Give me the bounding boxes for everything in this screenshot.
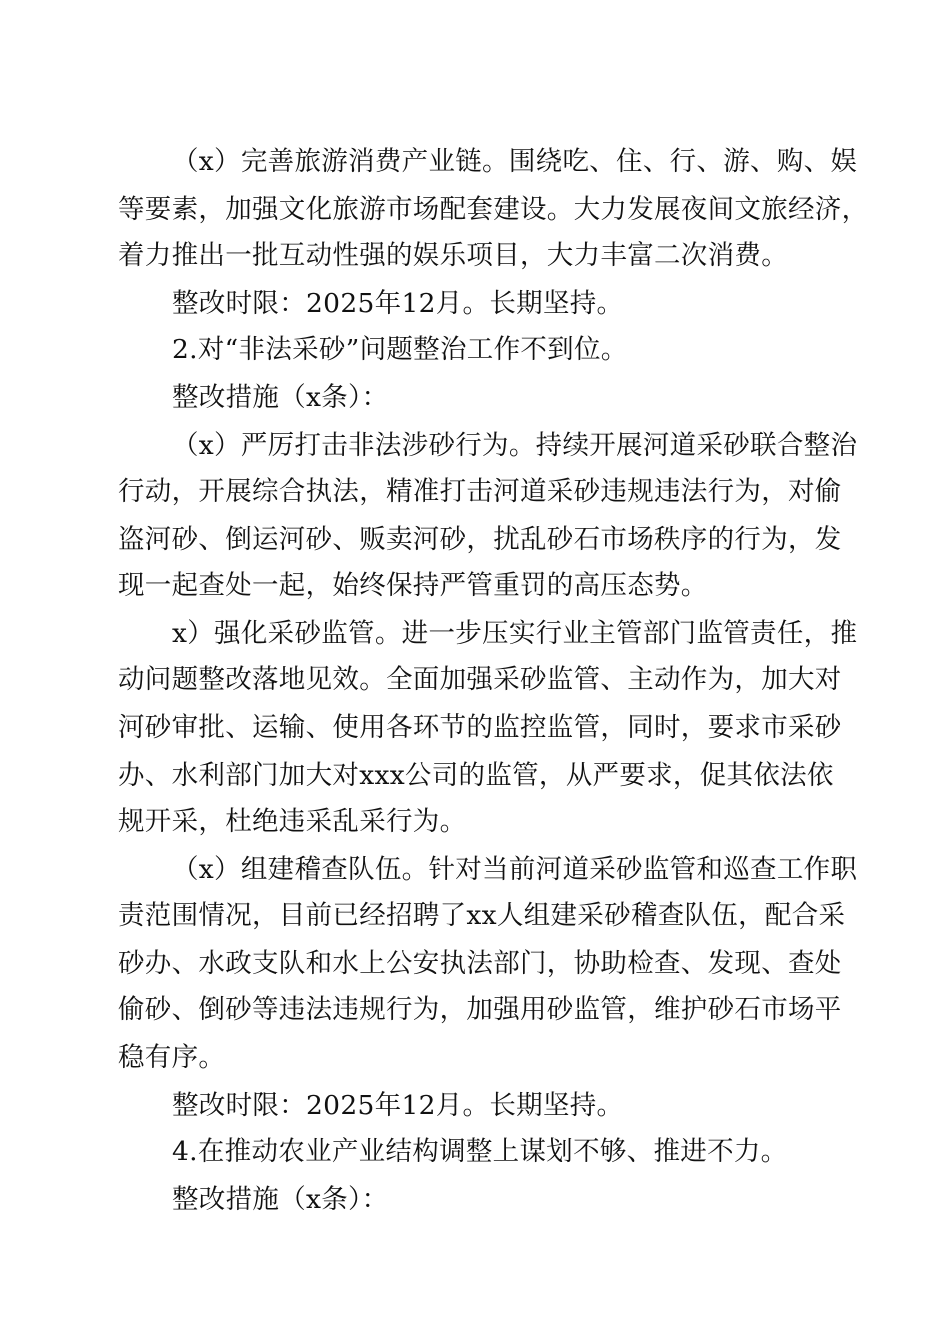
measures-heading: 整改措施（x条）： xyxy=(172,382,389,413)
paragraph-line: 责范围情况，目前已经招聘了xx人组建采砂稽查队伍，配合采 xyxy=(118,900,846,931)
paragraph-line: 现一起查处一起，始终保持严管重罚的高压态势。 xyxy=(118,570,708,601)
paragraph-line: 偷砂、倒砂等违法违规行为，加强用砂监管，维护砂石市场平 xyxy=(118,994,842,1025)
paragraph-line: 动问题整改落地见效。全面加强采砂监管、主动作为，加大对 xyxy=(118,664,842,695)
issue-heading: 2.对“非法采砂”问题整治工作不到位。 xyxy=(172,334,628,365)
paragraph-line: 稳有序。 xyxy=(118,1042,226,1073)
measures-heading: 整改措施（x条）： xyxy=(172,1184,389,1215)
issue-heading: 4.在推动农业产业结构调整上谋划不够、推进不力。 xyxy=(172,1136,788,1167)
paragraph-line: 等要素，加强文化旅游市场配套建设。大力发展夜间文旅经济， xyxy=(118,194,869,225)
paragraph-line: 行动，开展综合执法，精准打击河道采砂违规违法行为，对偷 xyxy=(118,476,842,507)
paragraph-line: 河砂审批、运输、使用各环节的监控监管，同时，要求市采砂 xyxy=(118,712,842,743)
paragraph-line: 砂办、水政支队和水上公安执法部门，协助检查、发现、查处 xyxy=(118,948,842,979)
paragraph-line: 着力推出一批互动性强的娱乐项目，大力丰富二次消费。 xyxy=(118,240,788,271)
deadline-line: 整改时限：2025年12月。长期坚持。 xyxy=(172,288,624,319)
paragraph-line: x）强化采砂监管。进一步压实行业主管部门监管责任，推 xyxy=(172,618,858,649)
paragraph-line: （x）组建稽查队伍。针对当前河道采砂监管和巡查工作职 xyxy=(172,854,858,885)
deadline-line: 整改时限：2025年12月。长期坚持。 xyxy=(172,1090,624,1121)
paragraph-line: 盗河砂、倒运河砂、贩卖河砂，扰乱砂石市场秩序的行为，发 xyxy=(118,524,842,555)
paragraph-line: （x）完善旅游消费产业链。围绕吃、住、行、游、购、娱 xyxy=(172,146,858,177)
paragraph-line: （x）严厉打击非法涉砂行为。持续开展河道采砂联合整治 xyxy=(172,430,858,461)
paragraph-line: 规开采，杜绝违采乱采行为。 xyxy=(118,806,467,837)
paragraph-line: 办、水利部门加大对xxx公司的监管，从严要求，促其依法依 xyxy=(118,760,834,791)
